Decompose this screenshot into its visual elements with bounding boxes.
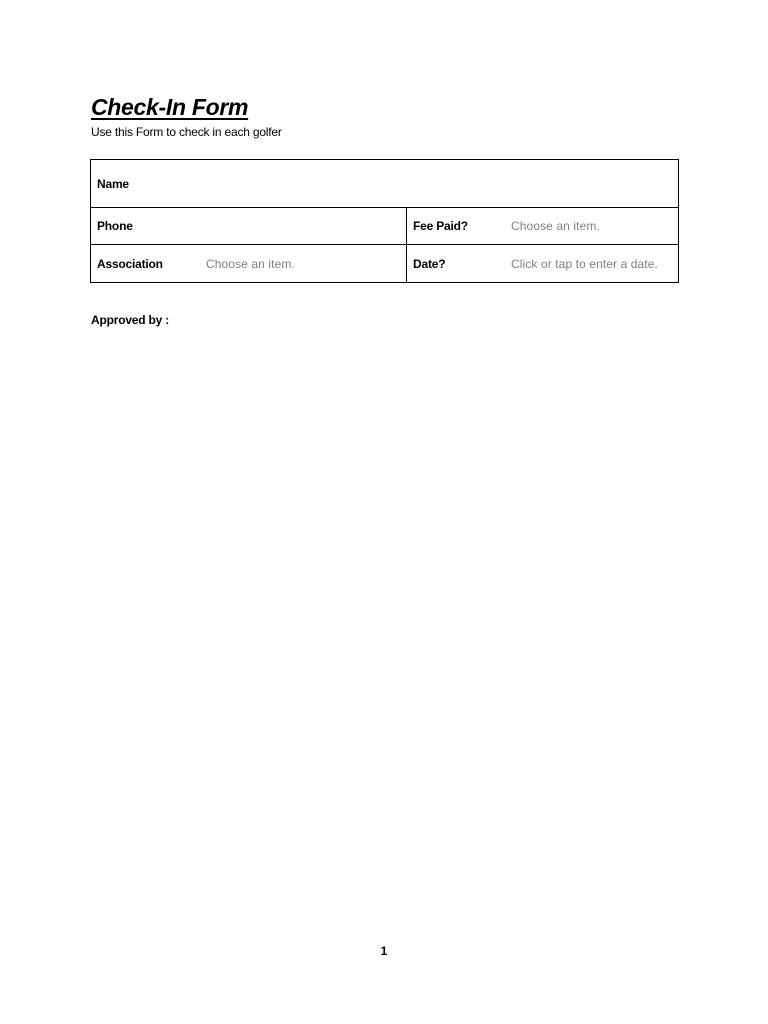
name-field[interactable] bbox=[91, 160, 679, 208]
check-in-form-table bbox=[90, 159, 679, 283]
phone-field[interactable] bbox=[91, 208, 407, 245]
fee-paid-label: Fee Paid? bbox=[413, 219, 468, 233]
name-label: Name bbox=[97, 176, 129, 191]
date-cell bbox=[407, 245, 679, 283]
fee-paid-dropdown[interactable]: Choose an item. bbox=[511, 219, 600, 233]
fee-paid-cell bbox=[407, 208, 679, 245]
name-row bbox=[91, 160, 679, 208]
page-title: Check-In Form bbox=[91, 94, 249, 120]
page-number: 1 bbox=[380, 944, 388, 958]
association-cell bbox=[91, 245, 407, 283]
date-label: Date? bbox=[413, 256, 446, 271]
phone-row bbox=[91, 208, 679, 245]
association-label: Association bbox=[97, 256, 163, 271]
association-row bbox=[91, 245, 679, 283]
page-subtitle: Use this Form to check in each golfer bbox=[91, 125, 282, 139]
date-picker[interactable]: Click or tap to enter a date. bbox=[511, 256, 658, 271]
association-dropdown[interactable]: Choose an item. bbox=[206, 256, 295, 271]
approved-by-label: Approved by : bbox=[91, 313, 170, 327]
phone-label: Phone bbox=[97, 219, 133, 233]
